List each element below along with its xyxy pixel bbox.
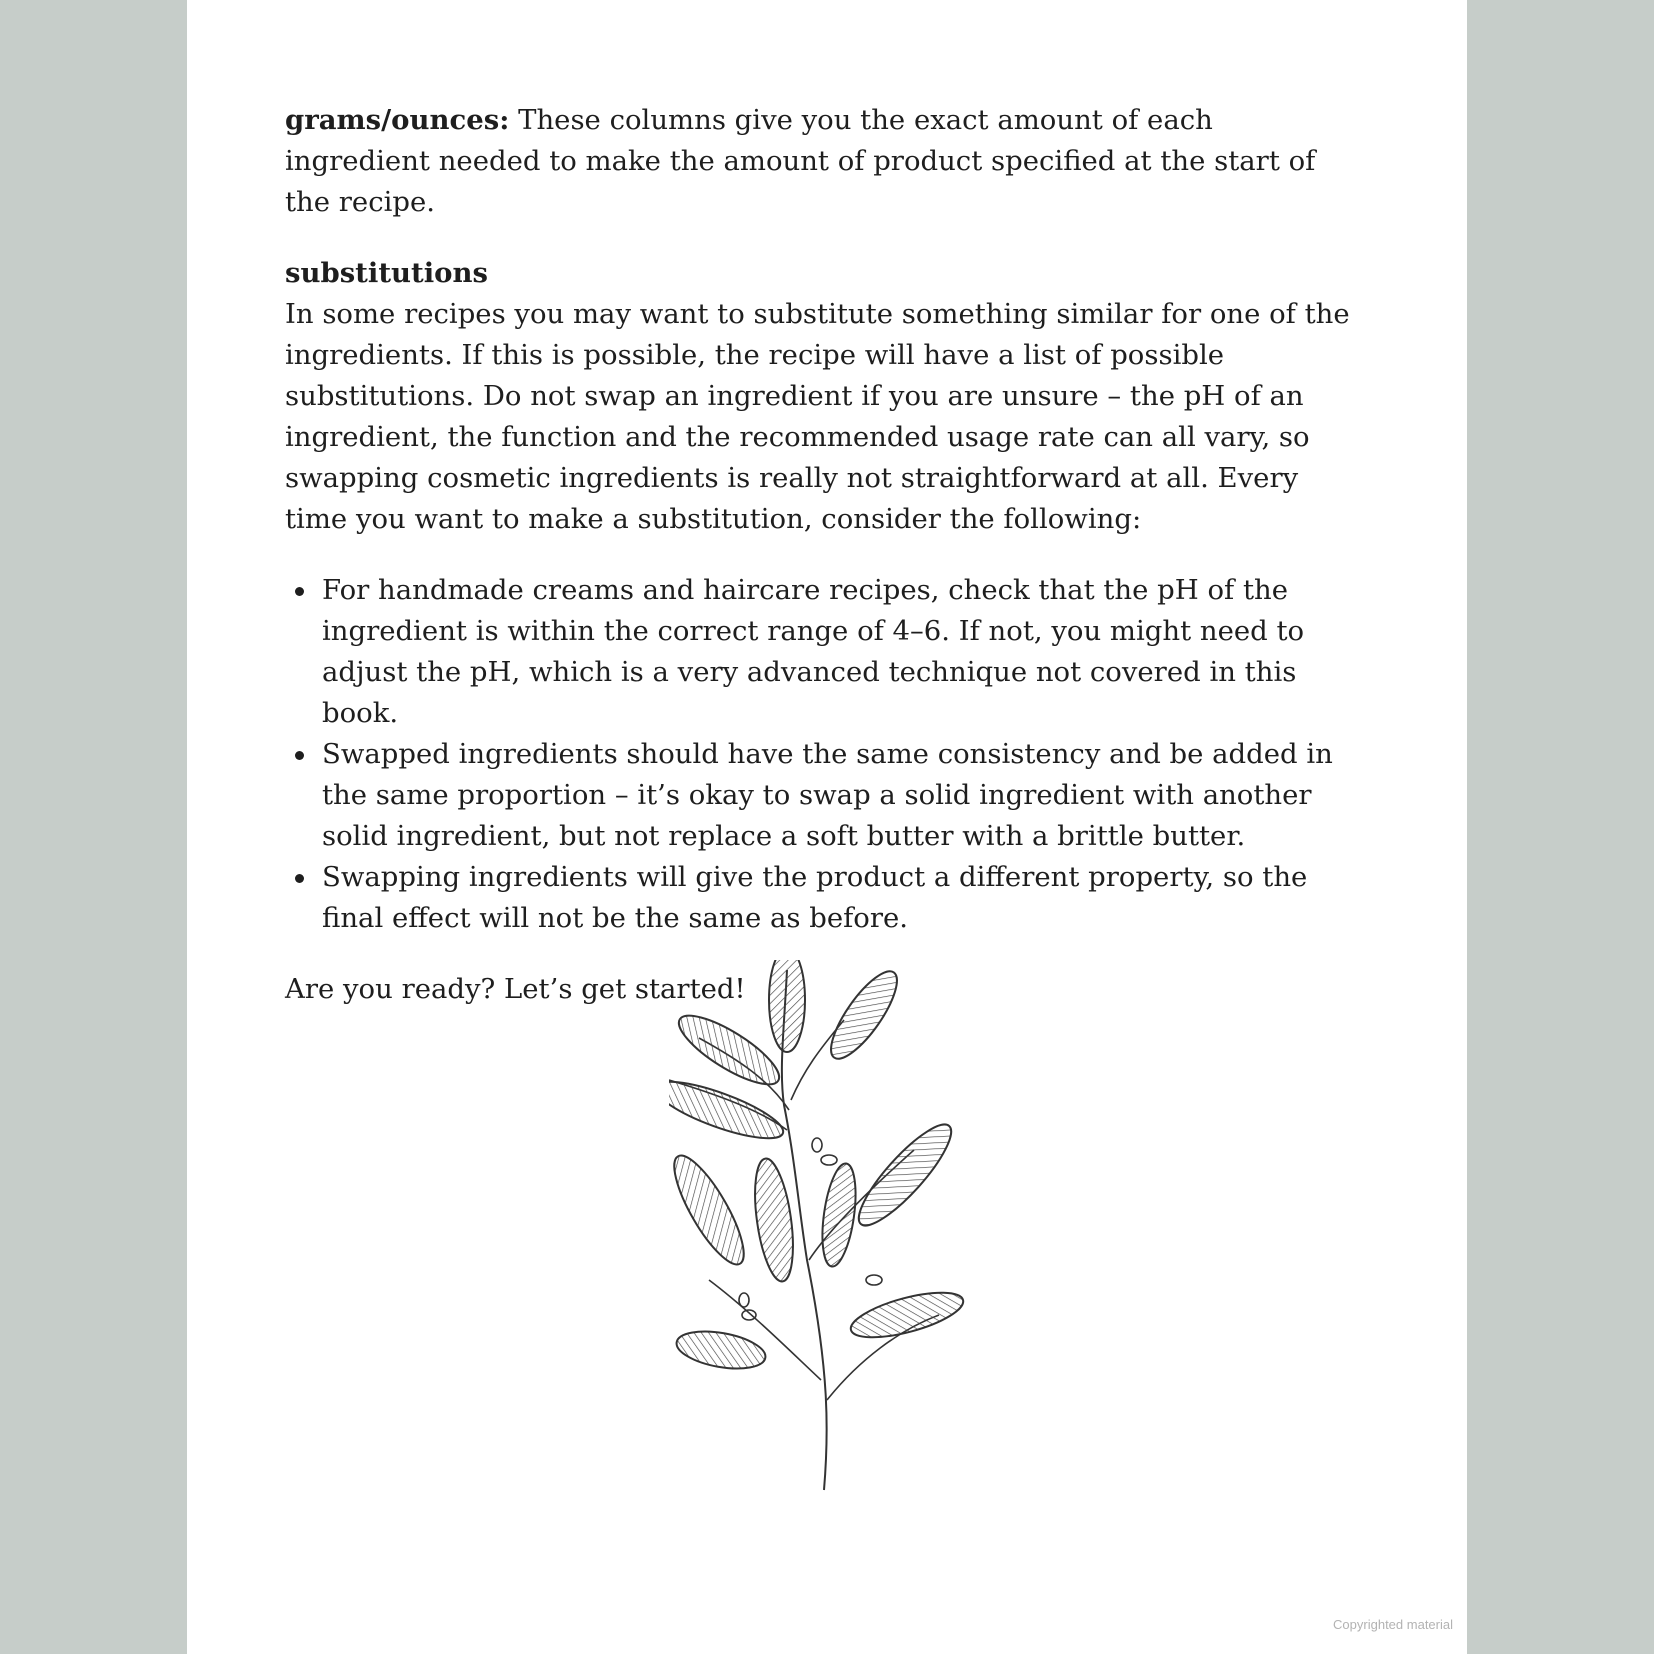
- section-body: In some recipes you may want to substitute something similar for one of the ingredients. If this is possible, the recipe will have a list of possible substitutions. Do not swap an ingredient if you are unsure – the pH of an ingredient, the function and the recommended usage rate can all vary, so swapping cosmetic ingredients is really not straightforward at all. Every time you want to make a substitution, consider the following:: [285, 298, 1350, 535]
- page-content: [285, 100, 1365, 1010]
- intro-text: These columns give you the exact amount of each ingredient needed to make the amount of product specified at the start of the recipe.: [285, 104, 1316, 218]
- list-item-text: Swapped ingredients should have the same consistency and be added in the same proportion – it’s okay to swap a solid ingredient with another solid ingredient, but not replace a soft butter with a brittle butter.: [322, 738, 1333, 852]
- copyright-watermark: Copyrighted material: [1333, 1617, 1453, 1632]
- list-item-text: Swapping ingredients will give the product a different property, so the final effect will not be the same as before.: [322, 861, 1308, 934]
- intro-paragraph: [285, 100, 1365, 223]
- bullet-list: [285, 570, 1365, 939]
- bullet-icon: [295, 587, 304, 596]
- closing-line: Are you ready? Let’s get started!: [285, 973, 746, 1005]
- list-item-text: For handmade creams and haircare recipes, check that the pH of the ingredient is within the correct range of 4–6. If not, you might need to adjust the pH, which is a very advanced technique not covered in this book.: [322, 574, 1305, 729]
- leaf-branch-icon: [669, 960, 1189, 1500]
- intro-term: grams/ounces:: [285, 104, 510, 136]
- bullet-icon: [295, 874, 304, 883]
- book-page: [187, 0, 1467, 1654]
- section-heading: substitutions: [285, 257, 489, 289]
- list-item: [285, 857, 1365, 939]
- bullet-icon: [295, 751, 304, 760]
- list-item: [285, 570, 1365, 734]
- list-item: [285, 734, 1365, 857]
